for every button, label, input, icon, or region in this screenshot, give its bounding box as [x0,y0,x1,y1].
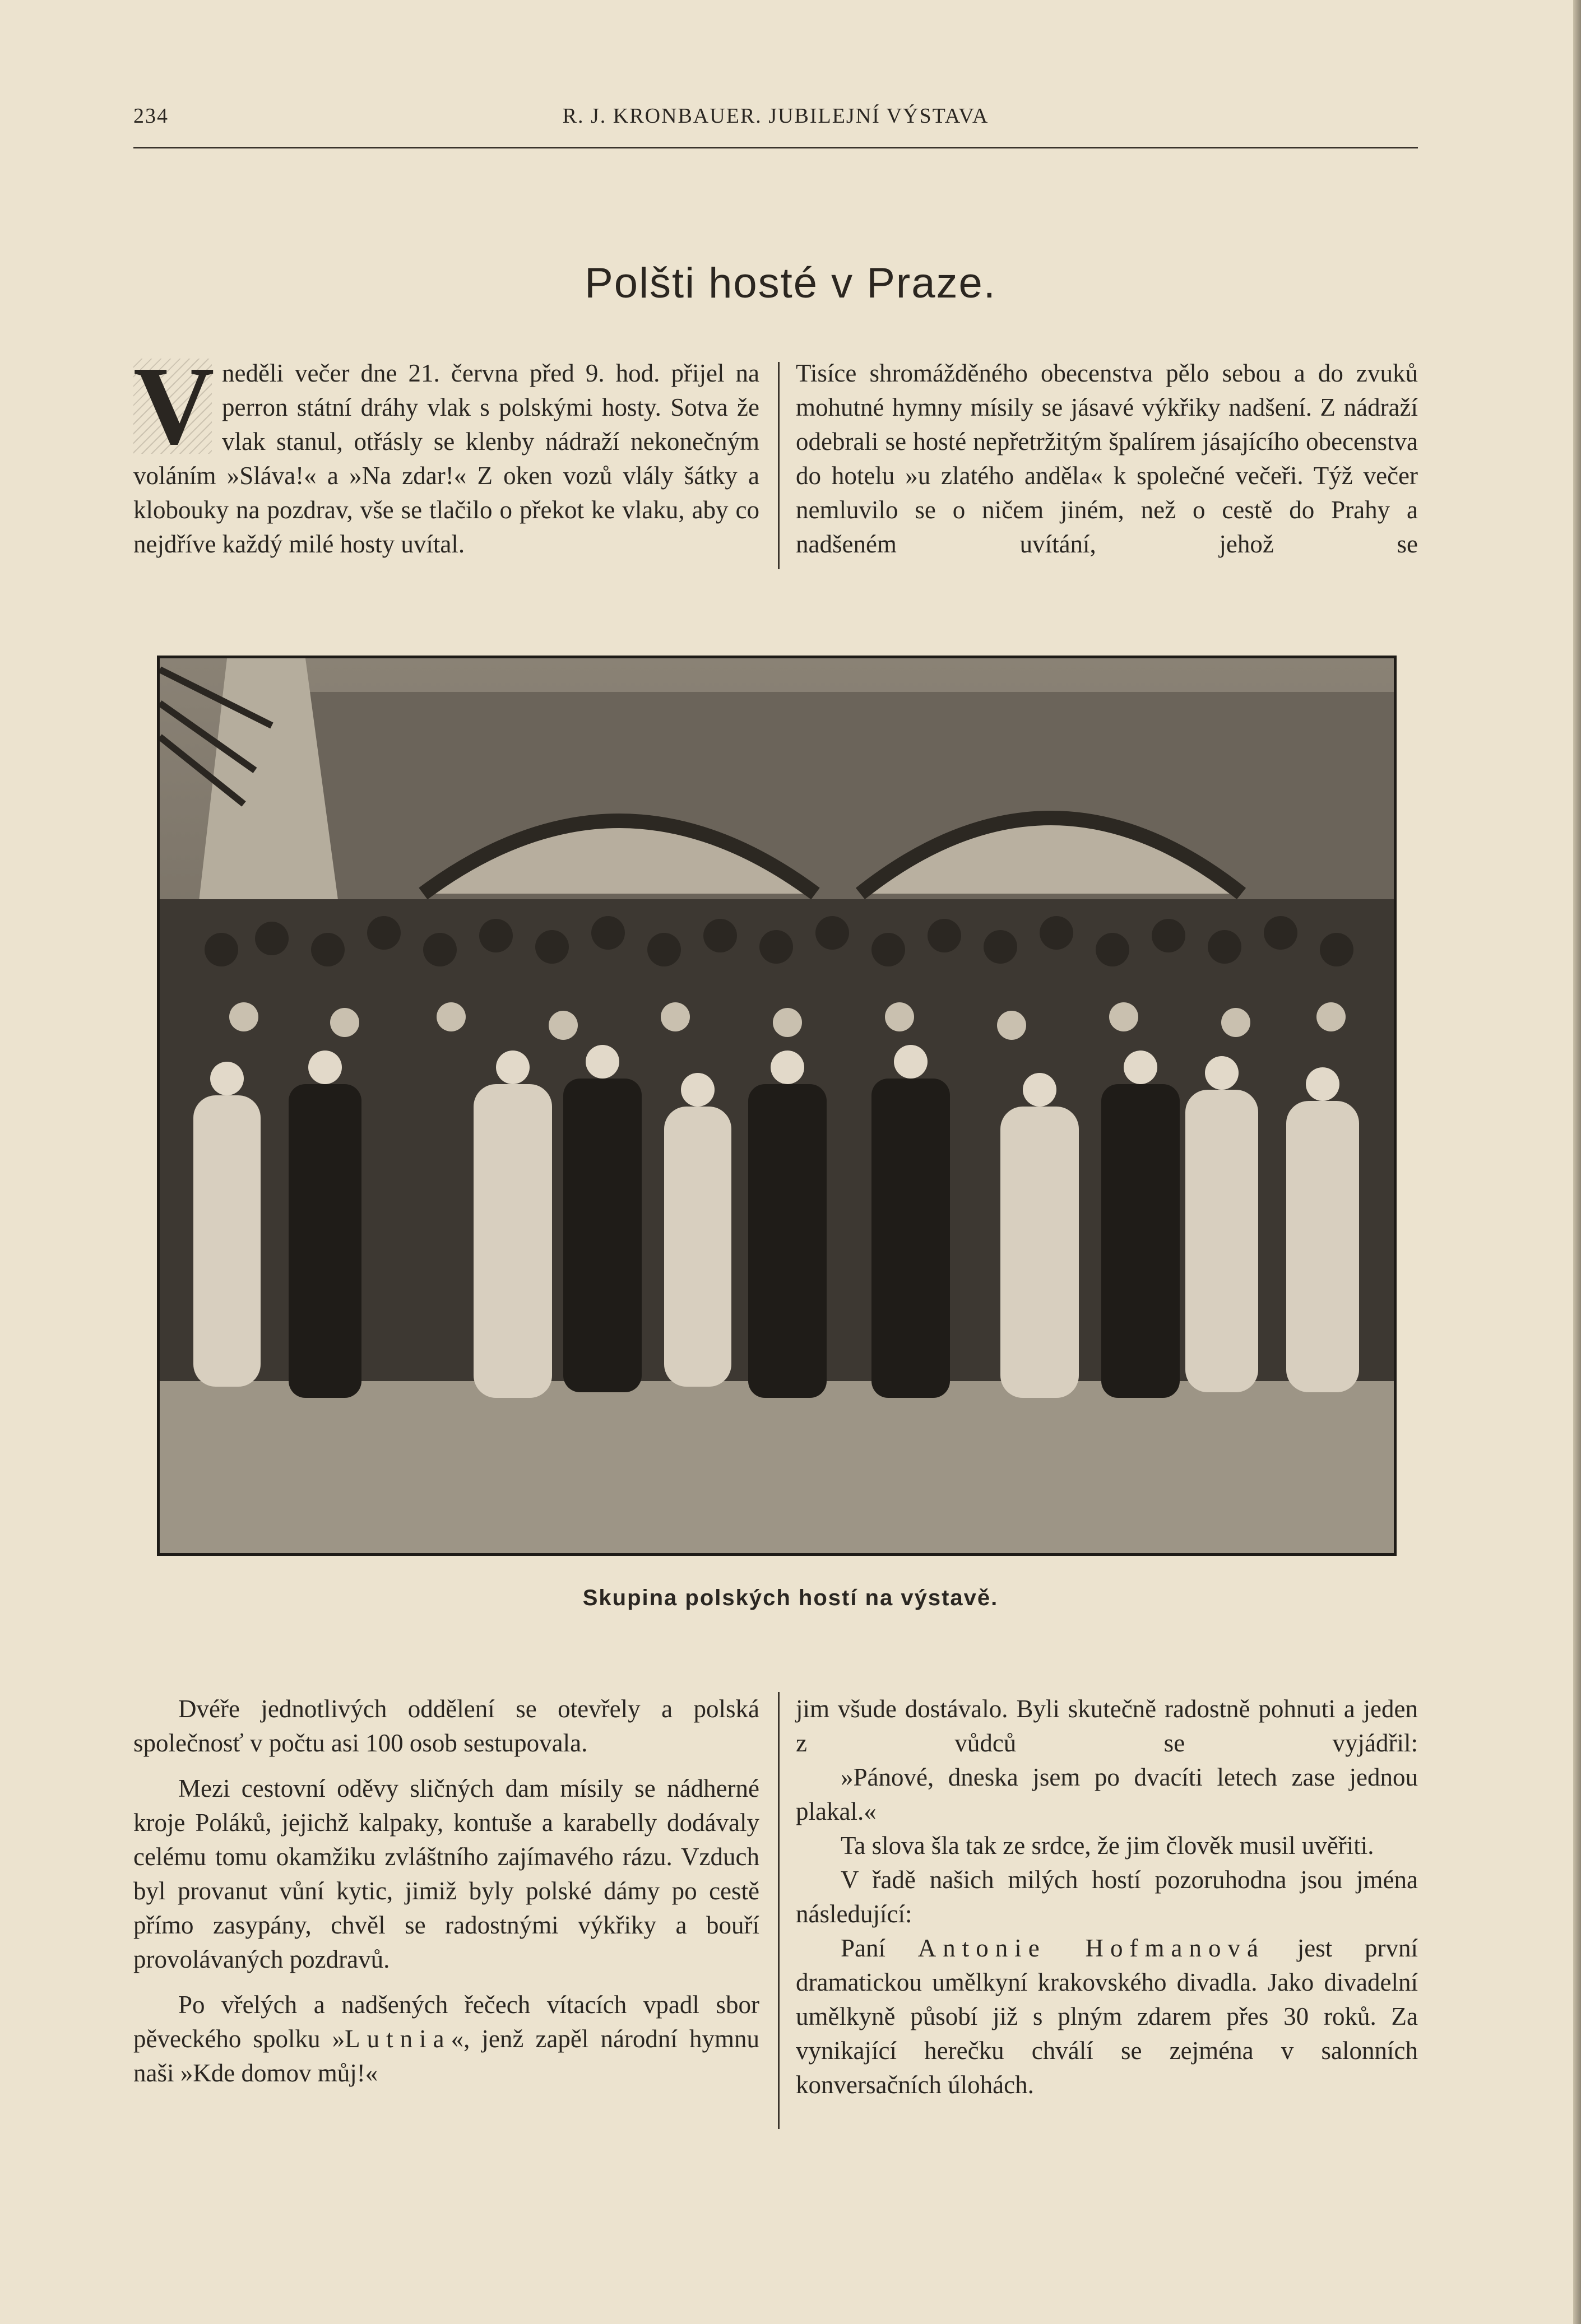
right-paragraph-5-start: Paní [841,1934,918,1962]
right-paragraph-3: Ta slova šla tak ze srdce, že jim člověk musil uvěřiti. [841,1832,1374,1860]
intro-paragraph-right: Tisíce shromážděného obecenstva pělo sebou a do zvuků mohutné hymny mísily se jásavé výkřiky nadšení. Z nádraží odebrali se hosté nepřetržitým špalírem jásajícího obecenstva do hotelu »u zlatého anděla« k společné večeři. Týž večer nemluvilo se o ničem jiném, než o cestě do Prahy a nadšeném uvítání, jehož se [796,359,1418,558]
intro-column-left [133,344,759,561]
left-paragraph-3-end: «, jenž zapěl národní hymnu naši »Kde domov můj!« [133,2025,759,2087]
page-edge [1573,0,1581,2324]
body-column-right [796,1692,1418,2102]
right-paragraph-5-end: jest první dramatickou umělkyní krakovského divadla. Jako divadelní umělkyně působí již s plným zdarem přes 30 roků. Za vynikající herečku chválí se zejména v salonních konversačních úlohách. [796,1934,1418,2099]
group-photograph [157,656,1397,1556]
left-paragraph-2: Mezi cestovní oděvy sličných dam mísily se nádherné kroje Poláků, jejichž kalpaky, kontuše a karabelly dodávaly celému tomu okamžiku zvláštního zajímavého rázu. Vzduch byl provanut vůní kytic, jimiž byly polské dámy po cestě přímo zasypány, chvěl se radostnými výkřiky a bouří provolávaných pozdravů. [133,1774,759,1973]
column-divider-top [778,362,780,569]
column-divider-bottom [778,1692,780,2129]
intro-column-right [796,356,1418,561]
right-paragraph-2: »Pánové, dneska jsem po dvacíti letech zase jednou plakal.« [796,1763,1418,1825]
right-paragraph-5 [796,1931,1418,2102]
intro-paragraph-left [133,344,759,561]
body-column-left [133,1692,759,2090]
right-paragraph-4: V řadě našich milých hostí pozoruhodna jsou jména následující: [796,1866,1418,1928]
left-paragraph-3-start: Po vřelých a nadšených řečech vítacích vpadl sbor pěveckého spolku » [133,1991,759,2053]
drop-cap: V [133,344,215,468]
article-title: Polšti hosté v Praze. [585,259,996,307]
header-rule [133,147,1418,148]
left-paragraph-3 [133,1988,759,2090]
choir-name: Lutnia [345,2025,451,2053]
intro-text-left: neděli večer dne 21. června před 9. hod. přijel na perron státní dráhy vlak s polskými hosty. Sotva že vlak stanul, otřásly se klenby nádraží nekonečným voláním »Sláva!« a »Na zdar!« Z oken vozů vlály šátky a klobouky na pozdrav, vše se tlačilo o překot ke vlaku, aby co nejdříve každý milé hosty uvítal. [133,359,759,558]
running-title: R. J. KRONBAUER. JUBILEJNÍ VÝSTAVA [562,104,989,128]
group-photograph-drawing [160,658,1394,1553]
page-number: 234 [133,104,169,128]
left-paragraph-1: Dvéře jednotlivých oddělení se otevřely a polská společnosť v počtu asi 100 osob sestupovala. [133,1695,759,1757]
guest-name: Antonie Hofmanová [917,1934,1265,1962]
right-paragraph-1: jim všude dostávalo. Byli skutečně radostně pohnuti a jeden z vůdců se vyjádřil: [796,1695,1418,1757]
running-header [133,104,1418,137]
photo-caption: Skupina polských hostí na výstavě. [582,1586,999,1610]
